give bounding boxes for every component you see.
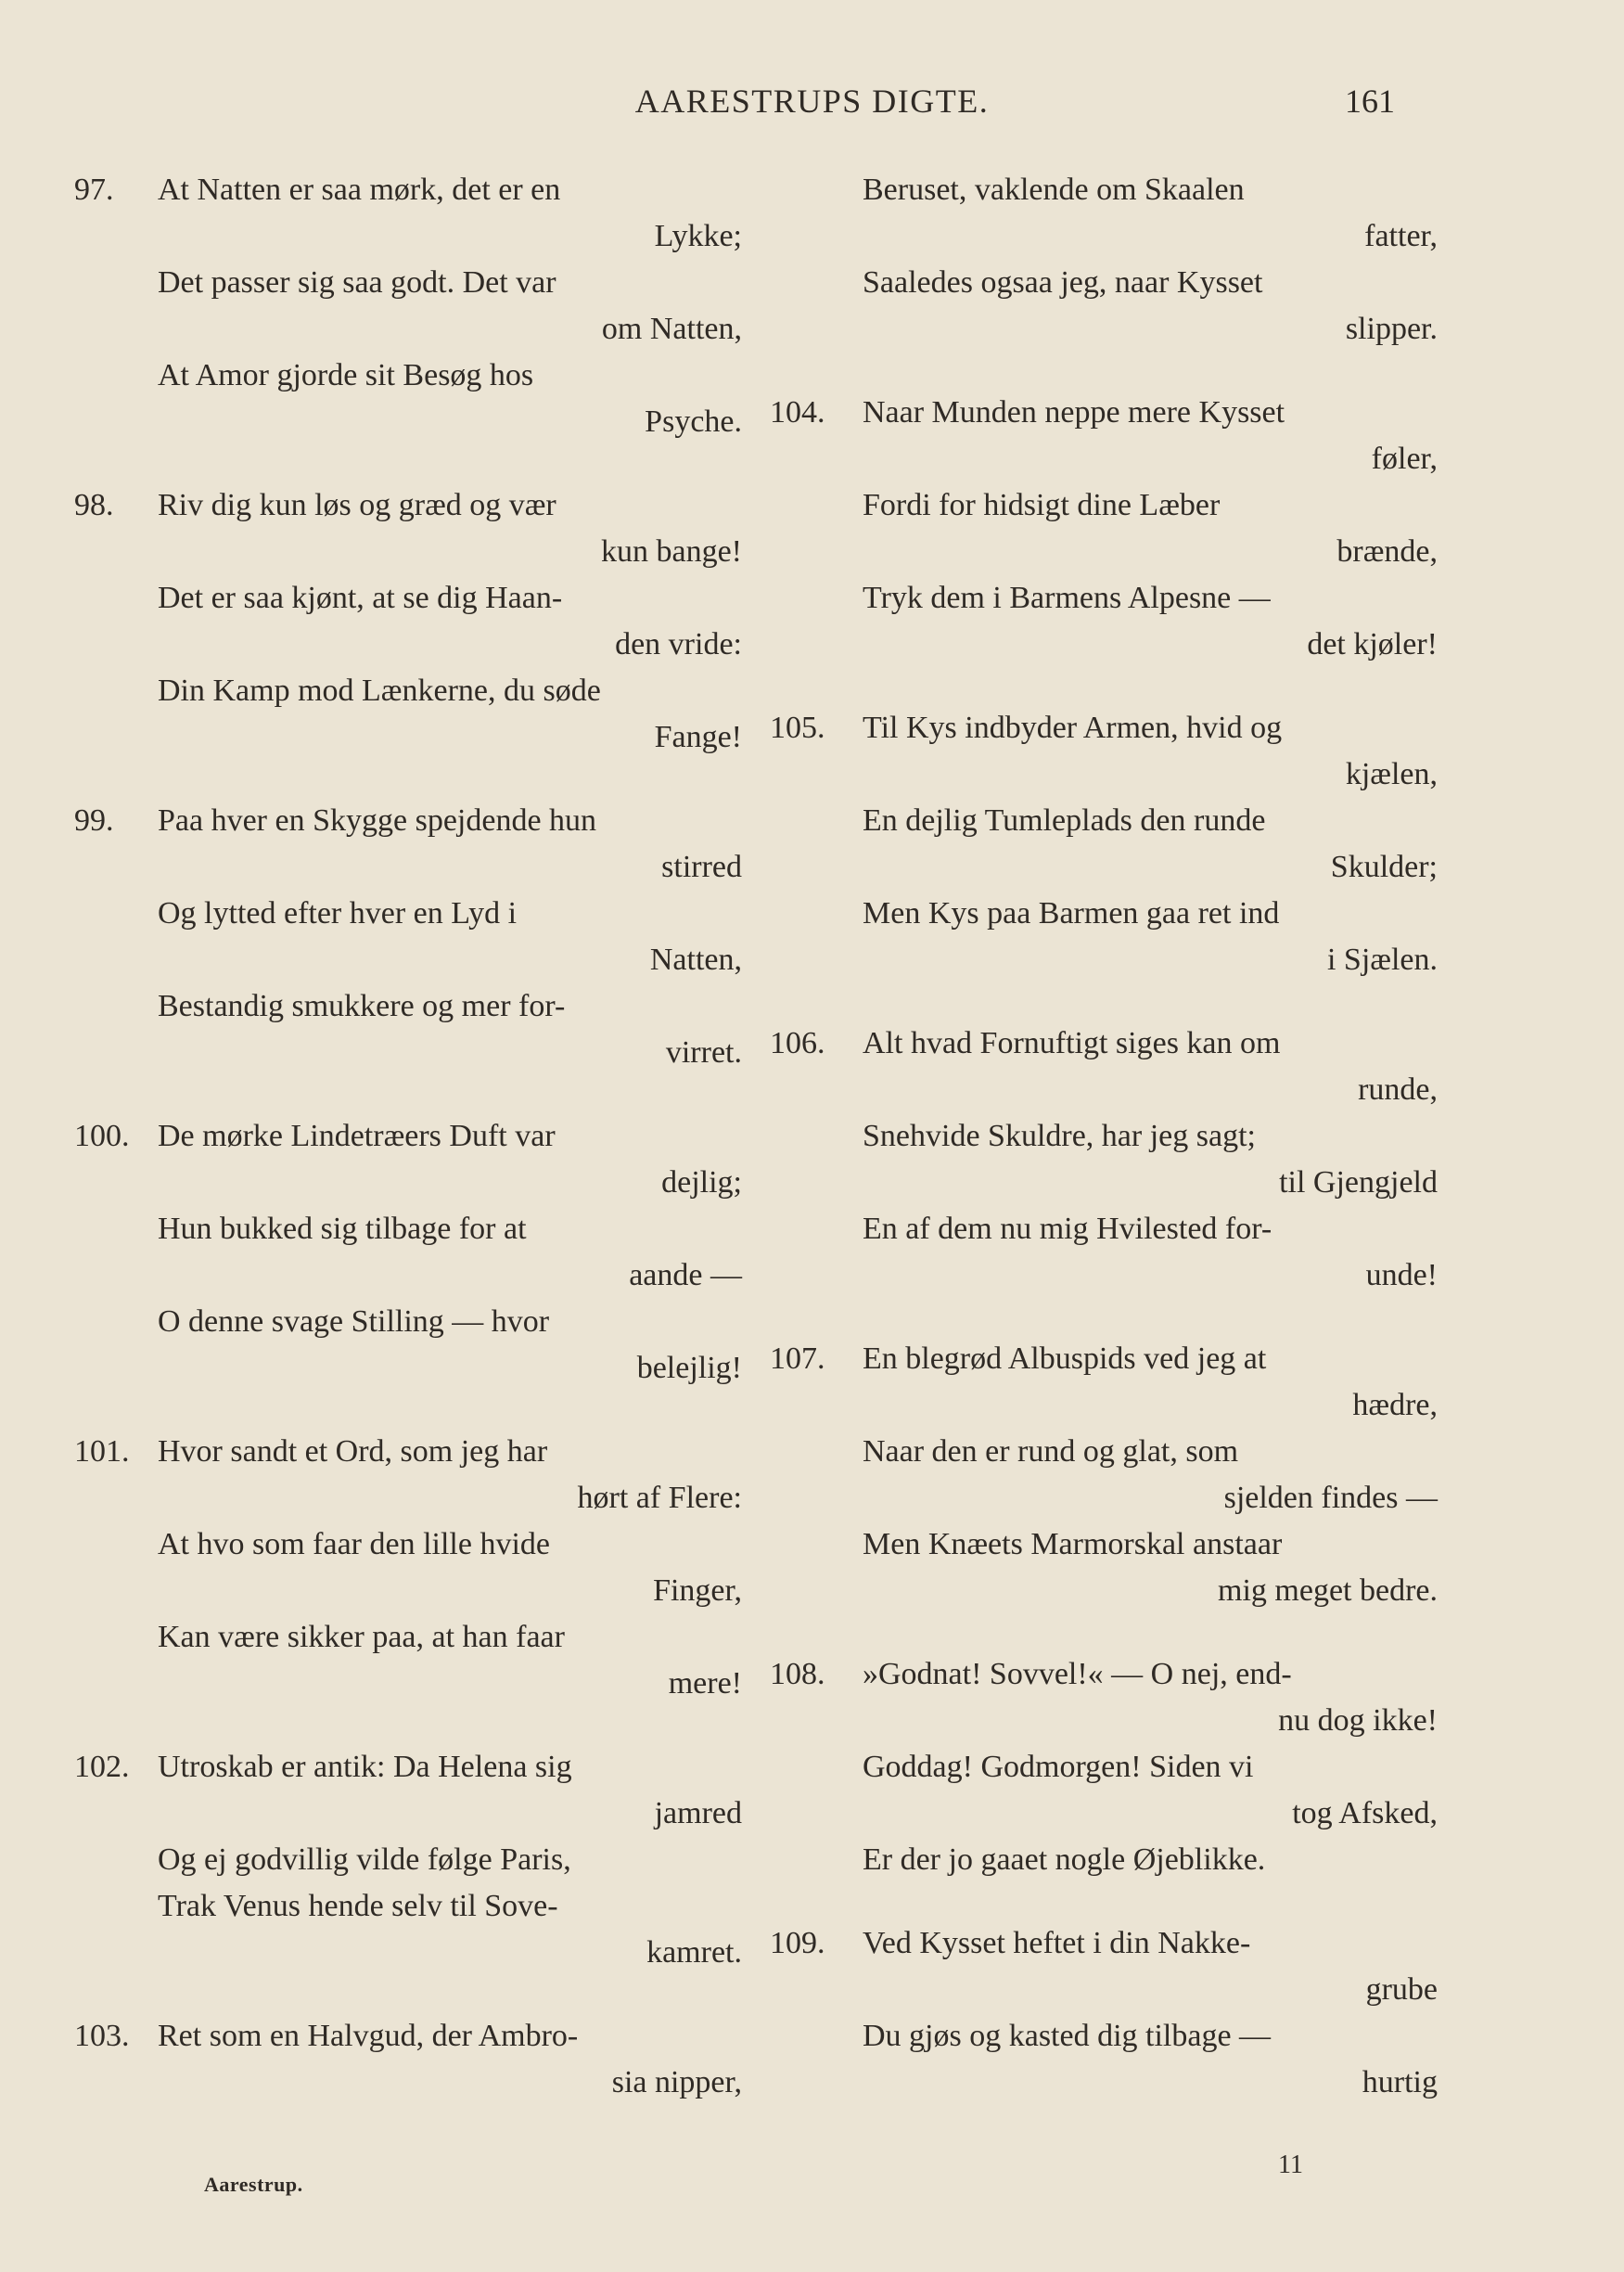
verse-line-continuation [74,1475,742,1521]
verse-text: Naar Munden neppe mere Kysset [863,395,1285,430]
verse-text: Bestandig smukkere og mer for- [158,989,566,1023]
verse-text: mere! [668,1666,742,1701]
verse-text: slipper. [1345,312,1438,346]
verse-line [770,167,1438,213]
verse-text: belejlig! [636,1351,742,1385]
verse-line [770,1429,1438,1475]
verse-line-continuation [770,1160,1438,1206]
verse-text: Det er saa kjønt, at se dig Haan- [158,581,563,615]
verse-text: En af dem nu mig Hvilested for- [863,1212,1272,1246]
verse-line-continuation [74,1345,742,1392]
verse-line [74,1521,742,1568]
verse-line-continuation [74,2060,742,2106]
verse-line-continuation [770,213,1438,260]
verse-text: Goddag! Godmorgen! Siden vi [863,1750,1254,1784]
verse-text: brænde, [1336,534,1438,569]
stanza [770,1336,1438,1614]
verse-line-continuation [770,1252,1438,1299]
stanza [74,1429,742,1707]
verse-text: Alt hvad Fornuftigt siges kan om [863,1026,1281,1060]
epigram-number: 103. [74,2019,130,2053]
sheet-number: 11 [1278,2150,1303,2179]
verse-line [770,1521,1438,1568]
verse-line [770,1113,1438,1160]
verse-text: O denne svage Stilling — hvor [158,1304,550,1339]
verse-text: runde, [1358,1072,1438,1107]
verse-line [74,1837,742,1883]
verse-line [770,1651,1438,1698]
verse-line-continuation [770,937,1438,983]
verse-line [74,1113,742,1160]
verse-line [74,353,742,399]
epigram-number: 101. [74,1434,130,1469]
verse-line-continuation [74,937,742,983]
verse-text: At Amor gjorde sit Besøg hos [158,358,534,392]
verse-line [770,575,1438,622]
epigram-number: 100. [74,1119,130,1153]
verse-line-continuation [770,2060,1438,2106]
verse-text: En dejlig Tumleplads den runde [863,803,1266,838]
verse-text: Utroskab er antik: Da Helena sig [158,1750,572,1784]
page-header [0,82,1624,128]
verse-text: Paa hver en Skygge spejdende hun [158,803,597,838]
verse-text: sia nipper, [611,2065,742,2099]
verse-text: Det passer sig saa godt. Det var [158,265,556,300]
signature-mark: Aarestrup. [204,2173,303,2196]
verse-text: Tryk dem i Barmens Alpesne — [863,581,1271,615]
verse-text: Skulder; [1330,850,1438,884]
verse-text: Saaledes ogsaa jeg, naar Kysset [863,265,1263,300]
verse-line-continuation [74,306,742,353]
verse-text: At hvo som faar den lille hvide [158,1527,551,1561]
verse-text: Psyche. [645,404,742,439]
epigram-number: 106. [770,1026,825,1060]
verse-text: Er der jo gaaet nogle Øjeblikke. [863,1842,1266,1877]
stanza [770,705,1438,983]
verse-line [74,2013,742,2060]
verse-text: det kjøler! [1307,627,1438,661]
verse-text: At Natten er saa mørk, det er en [158,173,561,207]
verse-text: tog Afsked, [1292,1796,1438,1830]
verse-text: Finger, [653,1573,742,1608]
left-column [74,167,742,2143]
stanza [770,167,1438,353]
verse-text: kjælen, [1345,757,1438,791]
verse-text: aande — [629,1258,742,1292]
stanza [770,390,1438,668]
verse-line-continuation [770,1475,1438,1521]
verse-text: Hvor sandt et Ord, som jeg har [158,1434,548,1469]
verse-line-continuation [74,1930,742,1976]
verse-text: hørt af Flere: [577,1481,742,1515]
verse-line [770,1206,1438,1252]
verse-line [74,167,742,213]
verse-text: Og ej godvillig vilde følge Paris, [158,1842,571,1877]
verse-line [74,1429,742,1475]
verse-text: Riv dig kun løs og græd og vær [158,488,556,522]
verse-text: Trak Venus hende selv til Sove- [158,1889,558,1923]
verse-text: »Godnat! Sovvel!« — O nej, end- [863,1657,1292,1691]
verse-line [74,575,742,622]
verse-line-continuation [74,1661,742,1707]
verse-line-continuation [74,1160,742,1206]
epigram-number: 108. [770,1657,825,1691]
verse-line-continuation [770,1967,1438,2013]
verse-line-continuation [74,399,742,445]
verse-line-continuation [770,1698,1438,1744]
verse-text: unde! [1365,1258,1438,1292]
epigram-number: 104. [770,395,825,430]
verse-text: i Sjælen. [1326,943,1438,977]
verse-text: jamred [654,1796,742,1830]
verse-line [770,1837,1438,1883]
verse-text: dejlig; [661,1165,742,1200]
verse-line [770,705,1438,751]
epigram-number: 109. [770,1926,825,1960]
stanza [74,2013,742,2106]
verse-line [74,260,742,306]
verse-text: den vride: [615,627,742,661]
verse-line [770,390,1438,436]
verse-text: Fange! [654,720,742,754]
verse-text: kamret. [646,1935,742,1970]
stanza [74,798,742,1076]
verse-line [770,1744,1438,1791]
verse-line [74,798,742,844]
verse-line-continuation [74,844,742,891]
verse-text: Men Kys paa Barmen gaa ret ind [863,896,1280,931]
verse-text: hædre, [1352,1388,1438,1422]
verse-line-continuation [770,1067,1438,1113]
verse-line-continuation [770,436,1438,482]
verse-line [770,482,1438,529]
verse-text: Beruset, vaklende om Skaalen [863,173,1245,207]
verse-line [74,983,742,1030]
stanza [74,167,742,445]
verse-text: De mørke Lindetræers Duft var [158,1119,556,1153]
verse-line-continuation [74,714,742,761]
epigram-number: 102. [74,1750,130,1784]
stanza [770,1651,1438,1883]
verse-line [74,1299,742,1345]
verse-line [74,1614,742,1661]
verse-line-continuation [74,529,742,575]
verse-line [74,668,742,714]
stanza [770,1920,1438,2106]
epigram-number: 98. [74,488,114,522]
verse-line [770,2013,1438,2060]
verse-text: Kan være sikker paa, at han faar [158,1620,565,1654]
page-number: 161 [1345,83,1395,120]
verse-text: Ret som en Halvgud, der Ambro- [158,2019,579,2053]
verse-line-continuation [770,622,1438,668]
verse-text: til Gjengjeld [1279,1165,1438,1200]
verse-text: sjelden findes — [1223,1481,1438,1515]
verse-line [74,1744,742,1791]
verse-text: Til Kys indbyder Armen, hvid og [863,711,1283,745]
stanza [74,1744,742,1976]
stanza [74,1113,742,1392]
verse-text: hurtig [1362,2065,1438,2099]
verse-line [74,482,742,529]
epigram-number: 97. [74,173,114,207]
verse-line-continuation [770,1382,1438,1429]
verse-line [74,1206,742,1252]
verse-text: føler, [1371,442,1438,476]
verse-line-continuation [74,622,742,668]
verse-line-continuation [74,213,742,260]
stanza [770,1020,1438,1299]
verse-line [74,1883,742,1930]
epigram-number: 107. [770,1341,825,1376]
verse-text: En blegrød Albuspids ved jeg at [863,1341,1267,1376]
verse-line [770,798,1438,844]
verse-line-continuation [74,1568,742,1614]
verse-text: Men Knæets Marmorskal anstaar [863,1527,1283,1561]
verse-line [770,260,1438,306]
verse-text: om Natten, [601,312,742,346]
stanza [74,482,742,761]
right-column [770,167,1438,2143]
verse-text: fatter, [1364,219,1438,253]
epigram-number: 105. [770,711,825,745]
verse-text: Naar den er rund og glat, som [863,1434,1239,1469]
verse-text: Natten, [649,943,742,977]
verse-text: Lykke; [654,219,742,253]
verse-text: Hun bukked sig tilbage for at [158,1212,527,1246]
verse-line-continuation [770,1568,1438,1614]
verse-text: Din Kamp mod Lænkerne, du søde [158,674,601,708]
verse-text: Ved Kysset heftet i din Nakke- [863,1926,1251,1960]
verse-line-continuation [770,751,1438,798]
verse-line-continuation [770,1791,1438,1837]
epigram-number: 99. [74,803,114,838]
verse-text: Og lytted efter hver en Lyd i [158,896,518,931]
verse-line [770,1336,1438,1382]
verse-line-continuation [770,306,1438,353]
verse-line-continuation [74,1791,742,1837]
verse-text: stirred [661,850,742,884]
verse-line [770,891,1438,937]
verse-line-continuation [770,529,1438,575]
verse-text: Snehvide Skuldre, har jeg sagt; [863,1119,1256,1153]
verse-line [74,891,742,937]
verse-text: nu dog ikke! [1278,1703,1438,1738]
verse-text: Fordi for hidsigt dine Læber [863,488,1221,522]
verse-text: grube [1365,1972,1438,2007]
verse-text: virret. [665,1035,742,1070]
verse-text: Du gjøs og kasted dig tilbage — [863,2019,1272,2053]
verse-line [770,1920,1438,1967]
verse-line-continuation [74,1030,742,1076]
verse-text: kun bange! [600,534,742,569]
running-title: AARESTRUPS DIGTE. [634,83,990,120]
verse-text: mig meget bedre. [1218,1573,1438,1608]
verse-line [770,1020,1438,1067]
verse-line-continuation [770,844,1438,891]
verse-line-continuation [74,1252,742,1299]
